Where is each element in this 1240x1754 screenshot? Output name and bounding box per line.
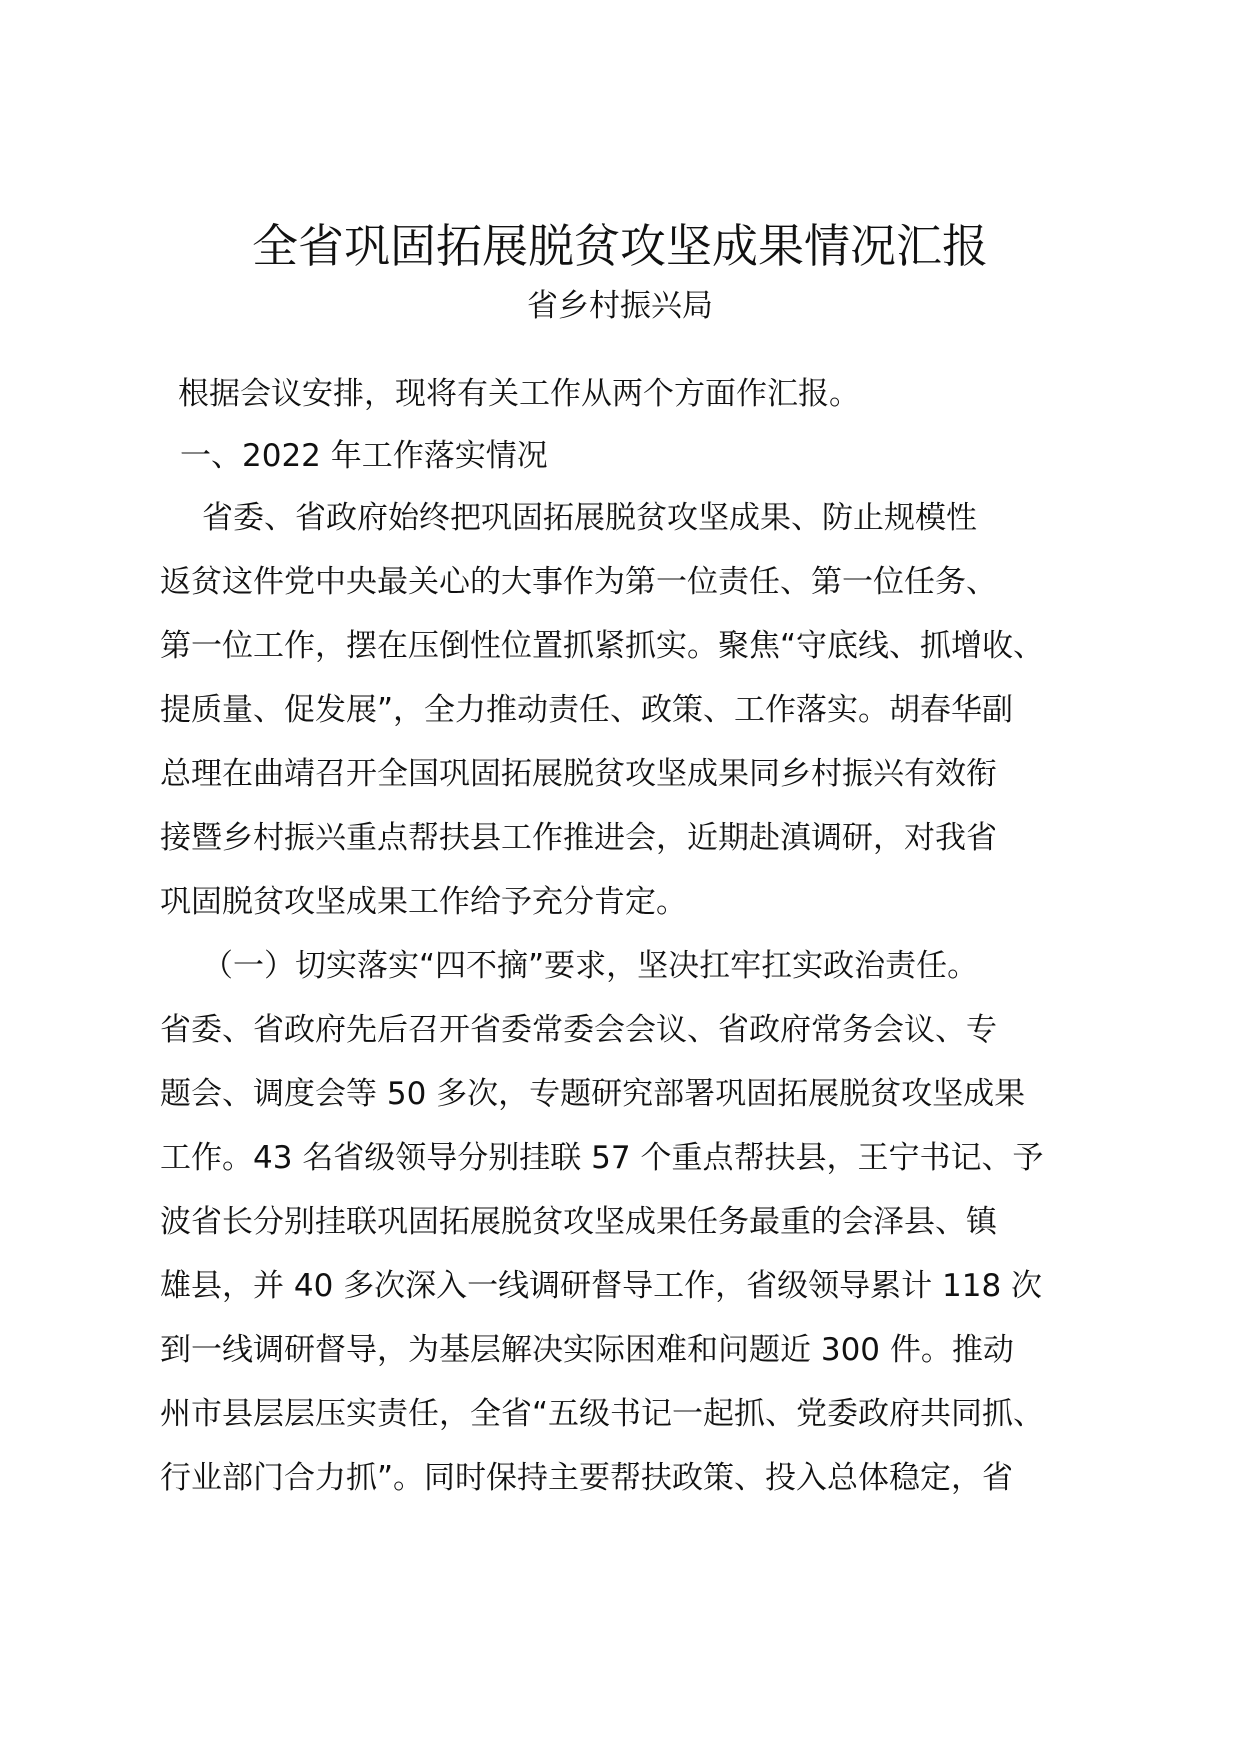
paragraph-line: 雄县，并 40 多次深入一线调研督导工作，省级领导累计 118 次 (160, 1268, 1043, 1304)
paragraph-line: 到一线调研督导，为基层解决实际困难和问题近 300 件。推动 (160, 1332, 1014, 1368)
paragraph-line: 行业部门合力抓”。同时保持主要帮扶政策、投入总体稳定，省 (160, 1460, 1014, 1496)
paragraph-line: 波省长分别挂联巩固拓展脱贫攻坚成果任务最重的会泽县、镇 (160, 1204, 997, 1240)
intro-line: 根据会议安排，现将有关工作从两个方面作汇报。 (178, 376, 860, 412)
paragraph-line: 第一位工作，摆在压倒性位置抓紧抓实。聚焦“守底线、抓增收、 (160, 628, 1045, 664)
paragraph-line: 巩固脱贫攻坚成果工作给予充分肯定。 (160, 884, 687, 920)
document-body (160, 362, 1100, 1510)
subsection-heading: （一）切实落实“四不摘”要求，坚决扛牢扛实政治责任。 (202, 948, 979, 984)
paragraph-line: 题会、调度会等 50 多次，专题研究部署巩固拓展脱贫攻坚成果 (160, 1076, 1026, 1112)
paragraph-2 (160, 934, 1100, 1510)
paragraph-line: 总理在曲靖召开全国巩固拓展脱贫攻坚成果同乡村振兴有效衔 (160, 756, 997, 792)
section-heading: 一、2022 年工作落实情况 (180, 438, 548, 474)
paragraph-line: 省委、省政府始终把巩固拓展脱贫攻坚成果、防止规模性 (202, 500, 977, 536)
paragraph-line: 州市县层层压实责任，全省“五级书记一起抓、党委政府共同抓、 (160, 1396, 1045, 1432)
paragraph-line: 接暨乡村振兴重点帮扶县工作推进会，近期赴滇调研，对我省 (160, 820, 997, 856)
document-author: 省乡村振兴局 (527, 288, 713, 324)
paragraph-line: 省委、省政府先后召开省委常委会会议、省政府常务会议、专 (160, 1012, 997, 1048)
paragraph-line: 提质量、促发展”，全力推动责任、政策、工作落实。胡春华副 (160, 692, 1014, 728)
document-title: 全省巩固拓展脱贫攻坚成果情况汇报 (252, 219, 988, 273)
paragraph-line: 返贫这件党中央最关心的大事作为第一位责任、第一位任务、 (160, 564, 997, 600)
paragraph-line: 工作。43 名省级领导分别挂联 57 个重点帮扶县，王宁书记、予 (160, 1140, 1044, 1176)
paragraph-1 (160, 486, 1100, 934)
